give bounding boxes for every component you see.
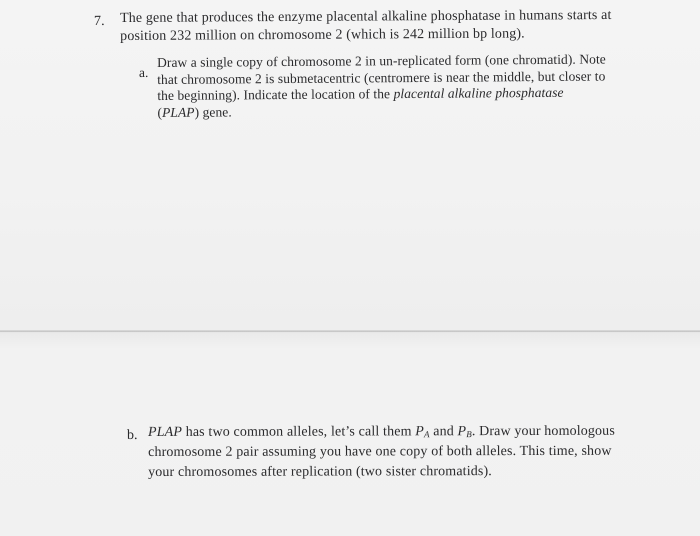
part-b-line-1-and: and <box>429 424 458 440</box>
question-text <box>120 7 620 46</box>
part-b-line-1-text-1: has two common alleles, let’s call them <box>182 424 416 440</box>
part-b-line-2: chromosome 2 pair assuming you have one copy of both alleles. This time, show <box>148 443 612 460</box>
part-a-text <box>157 51 628 121</box>
question-number: 7. <box>93 13 105 30</box>
allele-pa-subscript: A <box>423 429 430 440</box>
allele-pb-subscript: B <box>466 429 472 440</box>
part-a-line-4-close: ) gene. <box>194 103 232 120</box>
part-b-gene-symbol-italic: PLAP <box>148 424 183 440</box>
part-a-line-1: Draw a single copy of chromosome 2 in un-replicated form (one chromatid). Note <box>157 51 606 70</box>
part-b-line-1-text-2: . Draw your homologous <box>471 423 615 440</box>
allele-pb <box>457 424 471 439</box>
part-a-line-2: that chromosome 2 is submetacentric (centromere is near the middle, but closer to <box>157 67 606 87</box>
part-b-line-3: your chromosomes after replication (two sister chromatids). <box>148 464 492 480</box>
allele-pa-main: P <box>415 424 424 440</box>
part-a-paren-open: ( <box>157 104 163 120</box>
part-a-label: a. <box>138 64 149 81</box>
part-a-gene-symbol-italic: PLAP <box>161 104 195 120</box>
question-line-2: position 232 million on chromosome 2 (which is 242 million bp long). <box>120 26 525 44</box>
part-b-line-1 <box>148 422 648 443</box>
allele-pb-main: P <box>457 424 467 440</box>
part-b-label: b. <box>126 427 138 444</box>
question-line-1: The gene that produces the enzyme placental alkaline phosphatase in humans starts at <box>120 7 612 26</box>
part-a-gene-name-italic: placental alkaline phosphatase <box>393 84 564 102</box>
allele-pa <box>415 424 429 439</box>
part-b-text <box>148 422 648 483</box>
part-a-line-3-text: the beginning). Indicate the location of the <box>157 86 391 103</box>
